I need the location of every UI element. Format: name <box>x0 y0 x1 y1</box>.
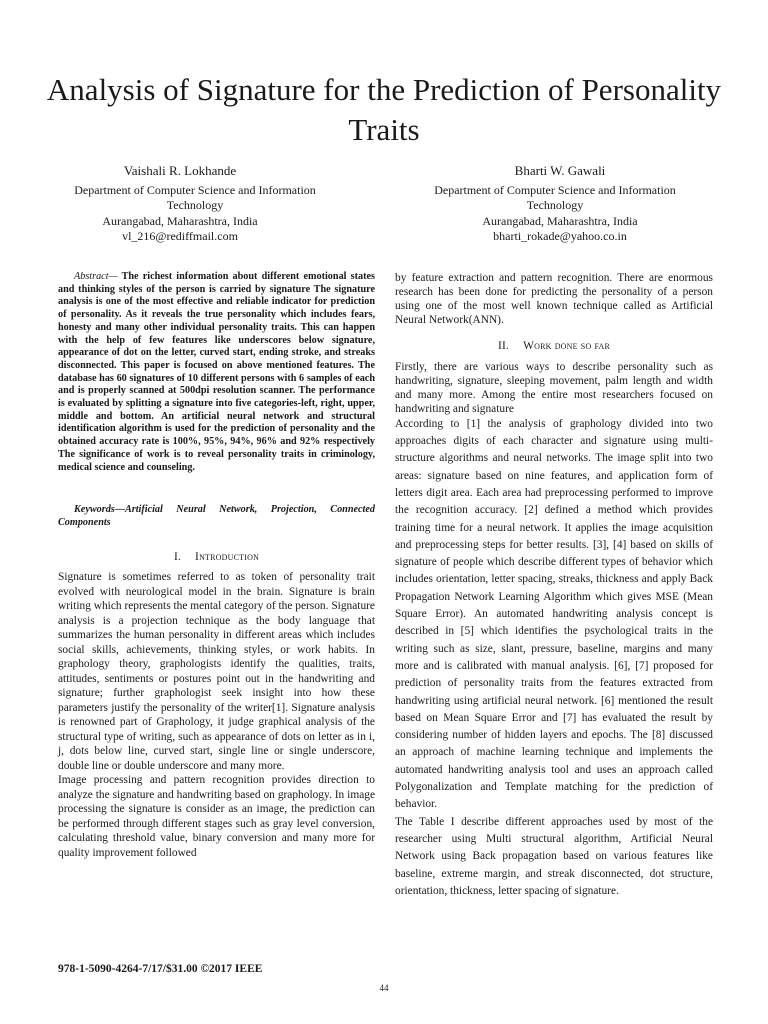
section-title: Work done so far <box>523 340 611 352</box>
keywords <box>58 504 375 529</box>
paragraph: Signature is sometimes referred to as token of personality trait evolved with neurological model in the brain. Signature is brain writing which represents the mental category of the person. Signature analysis is a projection technique as the body language that summarizes the human personality in different areas which includes social skills, achievements, thinking styles, or work habits. In graphology theory, graphologists identify the qualities, traits, attitudes, sentiments or postures point out in the handwriting and signature; further graphologist seek insight into how these parameters justify the personality of the writer[1]. Signature analysis is renowned part of Graphology, it judge graphical analysis of the structural type of writing, such as appearance of dots on letter as in i, j, dots below line, curved start, single line or single underscore, double line or double underscore and many more. <box>58 571 375 772</box>
author-name: Bharti W. Gawali <box>514 163 606 178</box>
section-number: I. <box>173 550 182 563</box>
abstract-text: The richest information about different emotional states and thinking styles of the person is carried by signature The signature analysis is one of the most effective and reliable indicator for prediction of personality. As it reveals the true personality which includes fears, honesty and many other individual personality traits. This can happen with the help of few features like underscores below signature, appearance of dot on the letter, curved start, ending stroke, and streaks disconnected. This paper is focused on above mentioned features. The database has 60 signatures of 10 different persons with 6 samples of each and is properly scanned at 500dpi resolution scanner. The performance is evaluated by splitting a signature into five categories-left, right, upper, middle and bottom. An artificial neural network and structural identification algorithm is used for the prediction of personality and the obtained accuracy rate is 100%, 95%, 94%, 96% and 92% respectively The significance of work is to reveal personality traits in criminology, medical science and counseling. <box>58 271 375 473</box>
abstract-label: Abstract— <box>74 271 118 282</box>
paragraph: Image processing and pattern recognition provides direction to analyze the signature and handwriting based on graphology. In image processing the signature is consider as an image, the prediction can be performed through different stages such as gray level conversion, calculating threshold value, binary conversion and many more for quality improvement followed <box>58 774 375 859</box>
paragraph: The Table I describe different approaches used by most of the researcher using Multi structural algorithm, Artificial Neural Network using Back propagation based on various features like baseline, extreme margin, and streak disconnected, dot structure, orientation, thickness, letter spacing of signature. <box>395 815 713 897</box>
author-location: Aurangabad, Maharashtra, India <box>102 213 258 228</box>
author-department: Department of Computer Science and Information Technology <box>74 182 316 212</box>
author-location: Aurangabad, Maharashtra, India <box>482 213 638 228</box>
copyright-footer: 978-1-5090-4264-7/17/$31.00 ©2017 IEEE <box>58 963 263 975</box>
page-number: 44 <box>379 983 389 993</box>
keywords-label: Keywords— <box>74 504 125 516</box>
author-block-1 <box>0 163 360 245</box>
paragraph: According to [1] the analysis of graphology divided into two approaches digits of each character and signature using multi-structure algorithms and neural networks. The image split into two areas: signature based on nine features, and application form of letters digit area. Each area had preprocessing performed to improve the recognition accuracy. [2] defined a method which provides training time for a neural network. It applies the image acquisition and preprocessing steps for better results. [3], [4] based on skills of signature of people which describe different types of behavior which includes orientation, letter spacing, streaks, thickness and apply Back Propagation Network Learning Algorithm which gives MSE (Mean Square Error). An automated handwriting analysis concept is described in [5] which identifies the psychological traits in the writing such as size, slant, pressure, baseline, margins and many more and is calibrated with manual analysis. [6], [7] proposed for prediction of personality traits from the features extracted from handwriting using artificial neural network. [6] mentioned the result based on Mean Square Error and [7] has evaluated the result by considering number of hidden layers and epochs. The [8] discussed an approach of machine learning technique and implements the automated handwriting analysis tool and uses an approach called Polygonalization and Template matching for the prediction of behavior. <box>395 417 713 811</box>
section-title: Introduction <box>195 550 260 563</box>
keywords-text: Artificial Neural Network, Projection, Connected Components <box>58 504 375 528</box>
author-name: Vaishali R. Lokhande <box>123 163 237 178</box>
abstract <box>58 271 375 474</box>
author-block-2 <box>380 163 740 245</box>
paper-title: Analysis of Signature for the Prediction of Personality Traits <box>46 72 722 147</box>
paragraph: Firstly, there are various ways to describe personality such as handwriting, signature, sleeping movement, palm length and width and many more. Among the entire most researchers focused on handwriting and signature <box>395 360 713 415</box>
left-column <box>58 271 375 860</box>
author-email: bharti_rokade@yahoo.co.in <box>493 229 627 243</box>
right-column <box>395 271 713 900</box>
author-department: Department of Computer Science and Information Technology <box>434 182 676 212</box>
author-email: vl_216@rediffmail.com <box>122 229 238 243</box>
section-heading-introduction <box>58 550 375 565</box>
paragraph-continued: by feature extraction and pattern recognition. There are enormous research has been done for predicting the personality of a person using one of the most well known technique called as Artificial Neural Network(ANN). <box>395 272 713 326</box>
introduction-body <box>58 570 375 860</box>
section-number: II. <box>497 340 510 352</box>
section-heading-work-done <box>395 339 713 354</box>
